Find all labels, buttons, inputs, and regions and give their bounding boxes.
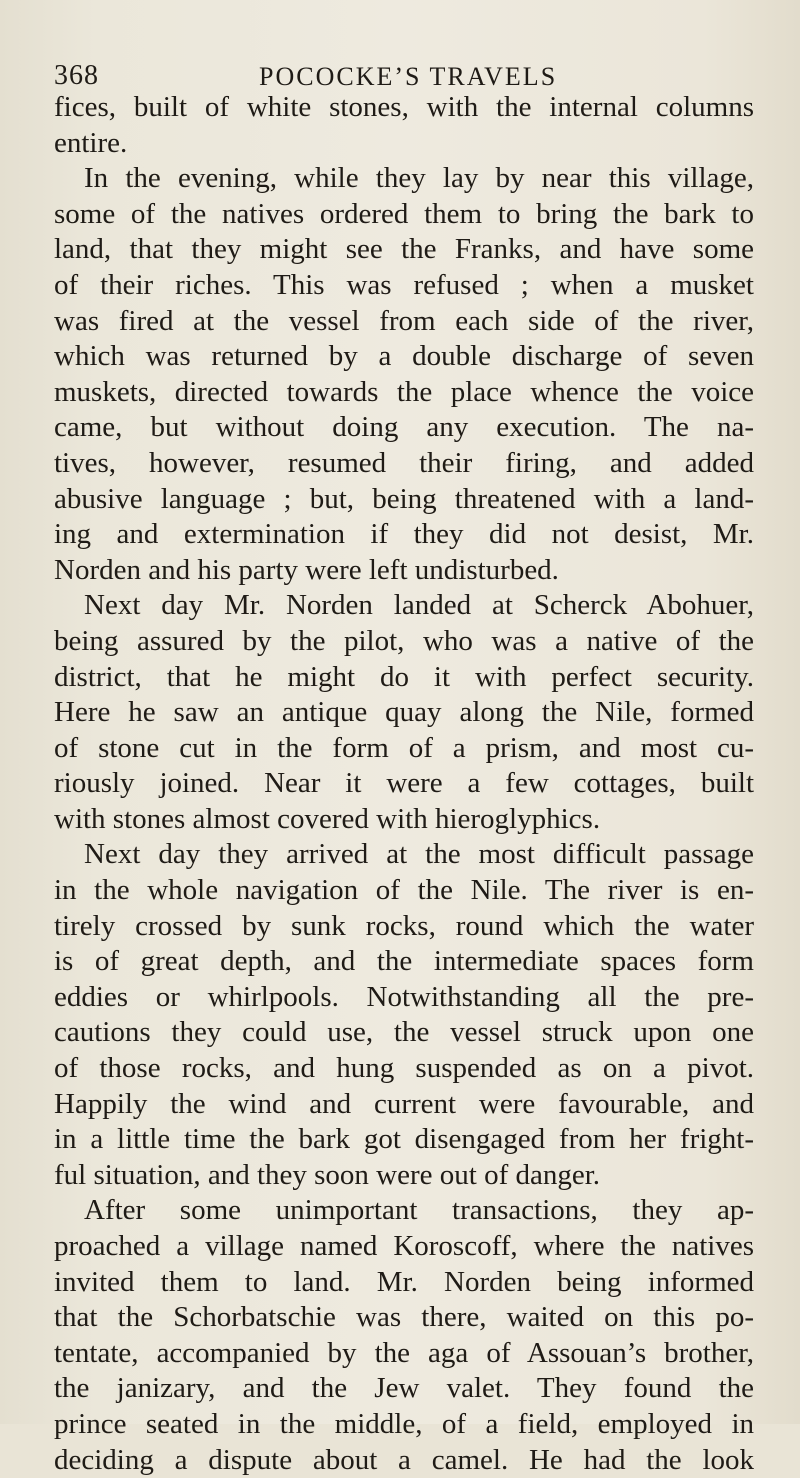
text-line: abusive language ; but, being threatened with a land- [54, 482, 754, 515]
text-line: was fired at the vessel from each side of the river, [54, 304, 754, 337]
text-line: entire. [54, 126, 128, 159]
text-line: Next day they arrived at the most difficult passage [84, 838, 754, 871]
text-line: Norden and his party were left undisturbed. [54, 553, 559, 586]
text-line: Here he saw an antique quay along the Nile, formed [54, 696, 754, 729]
text-line: in the whole navigation of the Nile. The river is en- [54, 874, 754, 907]
text-line: ful situation, and they soon were out of danger. [54, 1158, 601, 1191]
text-line: of stone cut in the form of a prism, and most cu- [54, 731, 754, 764]
page-number: 368 [54, 60, 99, 91]
text-line: ing and extermination if they did not desist, Mr. [54, 518, 754, 551]
text-line: Next day Mr. Norden landed at Scherck Abohuer, [84, 589, 754, 622]
text-line: tives, however, resumed their firing, and added [54, 446, 754, 479]
running-title: POCOCKE’S TRAVELS [259, 62, 558, 91]
text-line: is of great depth, and the intermediate spaces form [54, 945, 754, 978]
text-line: of those rocks, and hung suspended as on a pivot. [54, 1052, 754, 1085]
text-line: in a little time the bark got disengaged from her fright- [54, 1123, 754, 1156]
text-line: came, but without doing any execution. The na- [54, 411, 754, 444]
text-line: of their riches. This was refused ; when a musket [54, 268, 754, 301]
text-line: riously joined. Near it were a few cottages, built [54, 767, 754, 800]
text-line: invited them to land. Mr. Norden being informed [54, 1265, 754, 1298]
text-line: the janizary, and the Jew valet. They found the [54, 1372, 754, 1405]
text-line: which was returned by a double discharge of seven [54, 340, 754, 373]
text-line: prince seated in the middle, of a field, employed in [54, 1407, 754, 1440]
text-line: with stones almost covered with hieroglyphics. [54, 802, 601, 835]
text-line: tentate, accompanied by the aga of Assouan’s brother, [54, 1336, 754, 1369]
text-line: fices, built of white stones, with the internal columns [54, 91, 754, 123]
text-line: proached a village named Koroscoff, where the natives [54, 1230, 754, 1262]
text-line: In the evening, while they lay by near this village, [84, 162, 754, 195]
text-line: eddies or whirlpools. Notwithstanding all the pre- [54, 980, 754, 1013]
text-line: cautions they could use, the vessel struck upon one [54, 1016, 754, 1049]
text-line: some of the natives ordered them to bring the bark to [54, 197, 754, 230]
text-line: district, that he might do it with perfect security. [54, 660, 754, 693]
body-text [54, 90, 754, 1478]
text-line: muskets, directed towards the place whence the voice [54, 375, 754, 408]
text-line: Happily the wind and current were favourable, and [54, 1087, 754, 1120]
text-line: being assured by the pilot, who was a native of the [54, 624, 754, 657]
text-line: that the Schorbatschie was there, waited on this po- [54, 1301, 754, 1334]
text-line: land, that they might see the Franks, and have some [54, 233, 754, 266]
text-line: After some unimportant transactions, they ap- [84, 1194, 754, 1227]
text-line: deciding a dispute about a camel. He had the look [54, 1443, 754, 1476]
text-line: tirely crossed by sunk rocks, round which the water [54, 909, 754, 942]
